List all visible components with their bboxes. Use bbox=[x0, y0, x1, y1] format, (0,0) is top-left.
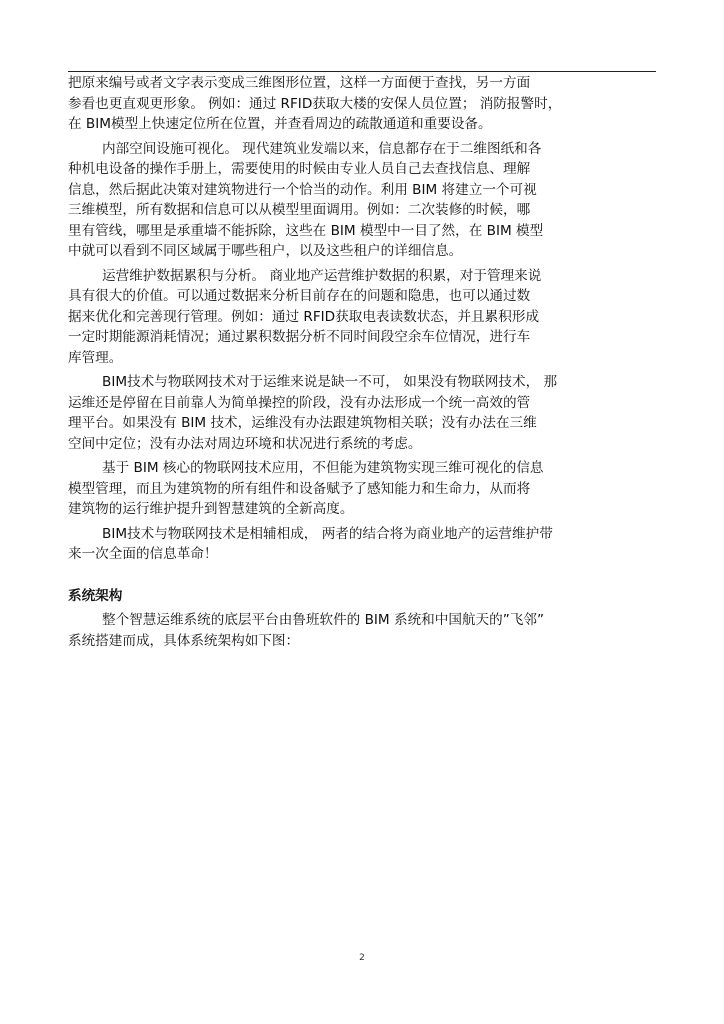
text-line: 基于 BIM 核心的物联网技术应用，不但能为建筑物实现三维可视化的信息 bbox=[102, 460, 544, 476]
paragraph-data-analysis bbox=[68, 266, 658, 369]
header-rule bbox=[68, 71, 656, 72]
paragraph-interior-visualization bbox=[68, 139, 658, 262]
text-line: 中就可以看到不同区域属于哪些租户，以及这些租户的详细信息。 bbox=[68, 243, 463, 259]
paragraph-location-lookup bbox=[68, 73, 658, 135]
text-line: 系统搭建而成，具体系统架构如下图： bbox=[68, 632, 300, 649]
text-line: 具有很大的价值。可以通过数据来分析目前存在的问题和隐患，也可以通过数 bbox=[68, 288, 531, 304]
text-line: BIM技术与物联网技术是相辅相成， 两者的结合将为商业地产的运营维护带 bbox=[102, 525, 553, 542]
text-line: 库管理。 bbox=[68, 349, 123, 366]
text-line: BIM技术与物联网技术对于运维来说是缺一不可， 如果没有物联网技术， 那 bbox=[102, 374, 558, 390]
paragraph-system-architecture bbox=[68, 610, 658, 651]
text-line: 来一次全面的信息革命！ bbox=[68, 546, 218, 562]
paragraph-bim-core bbox=[68, 458, 658, 520]
text-line: 据来优化和完善现行管理。例如：通过 RFID获取电表读数状态，并且累积形成 bbox=[68, 308, 540, 325]
page-number: 2 bbox=[359, 953, 365, 963]
text-line: 模型管理，而且为建筑物的所有组件和设备赋予了感知能力和生命力，从而将 bbox=[68, 480, 531, 497]
text-line: 整个智慧运维系统的底层平台由鲁班软件的 BIM 系统和中国航天的”飞邻” bbox=[102, 612, 545, 628]
text-line: 理平台。如果没有 BIM 技术，运维没有办法跟建筑物相关联；没有办法在三维 bbox=[68, 415, 537, 431]
text-line: 运维还是停留在目前靠人为简单操控的阶段，没有办法形成一个统一高效的管 bbox=[68, 394, 531, 411]
text-line: 内部空间设施可视化。 现代建筑业发端以来，信息都存在于二维图纸和各 bbox=[102, 140, 542, 157]
page-body bbox=[68, 73, 658, 651]
text-line: 把原来编号或者文字表示变成三维图形位置，这样一方面便于查找，另一方面 bbox=[68, 75, 531, 91]
text-line: 里有管线，哪里是承重墙不能拆除，这些在 BIM 模型中一目了然，在 BIM 模型 bbox=[68, 222, 544, 239]
paragraph-revolution bbox=[68, 524, 658, 565]
text-line: 信息，然后据此决策对建筑物进行一个恰当的动作。利用 BIM 将建立一个可视 bbox=[68, 181, 537, 198]
text-line: 运营维护数据累积与分析。 商业地产运营维护数据的积累，对于管理来说 bbox=[102, 267, 542, 284]
text-line: 一定时期能源消耗情况；通过累积数据分析不同时间段空余车位情况，进行车 bbox=[68, 329, 531, 345]
text-line: 种机电设备的操作手册上，需要使用的时候由专业人员自己去查找信息、理解 bbox=[68, 161, 531, 177]
text-line: 建筑物的运行维护提升到智慧建筑的全新高度。 bbox=[68, 501, 354, 517]
text-line: 在 BIM模型上快速定位所在位置，并查看周边的疏散通道和重要设备。 bbox=[68, 116, 492, 132]
text-line: 参看也更直观更形象。 例如：通过 RFID获取大楼的安保人员位置； 消防报警时， bbox=[68, 95, 562, 112]
text-line: 三维模型，所有数据和信息可以从模型里面调用。例如：二次装修的时候，哪 bbox=[68, 202, 531, 218]
text-line: 空间中定位；没有办法对周边环境和状况进行系统的考虑。 bbox=[68, 435, 422, 452]
section-heading: 系统架构 bbox=[68, 587, 123, 604]
paragraph-bim-iot bbox=[68, 372, 658, 454]
